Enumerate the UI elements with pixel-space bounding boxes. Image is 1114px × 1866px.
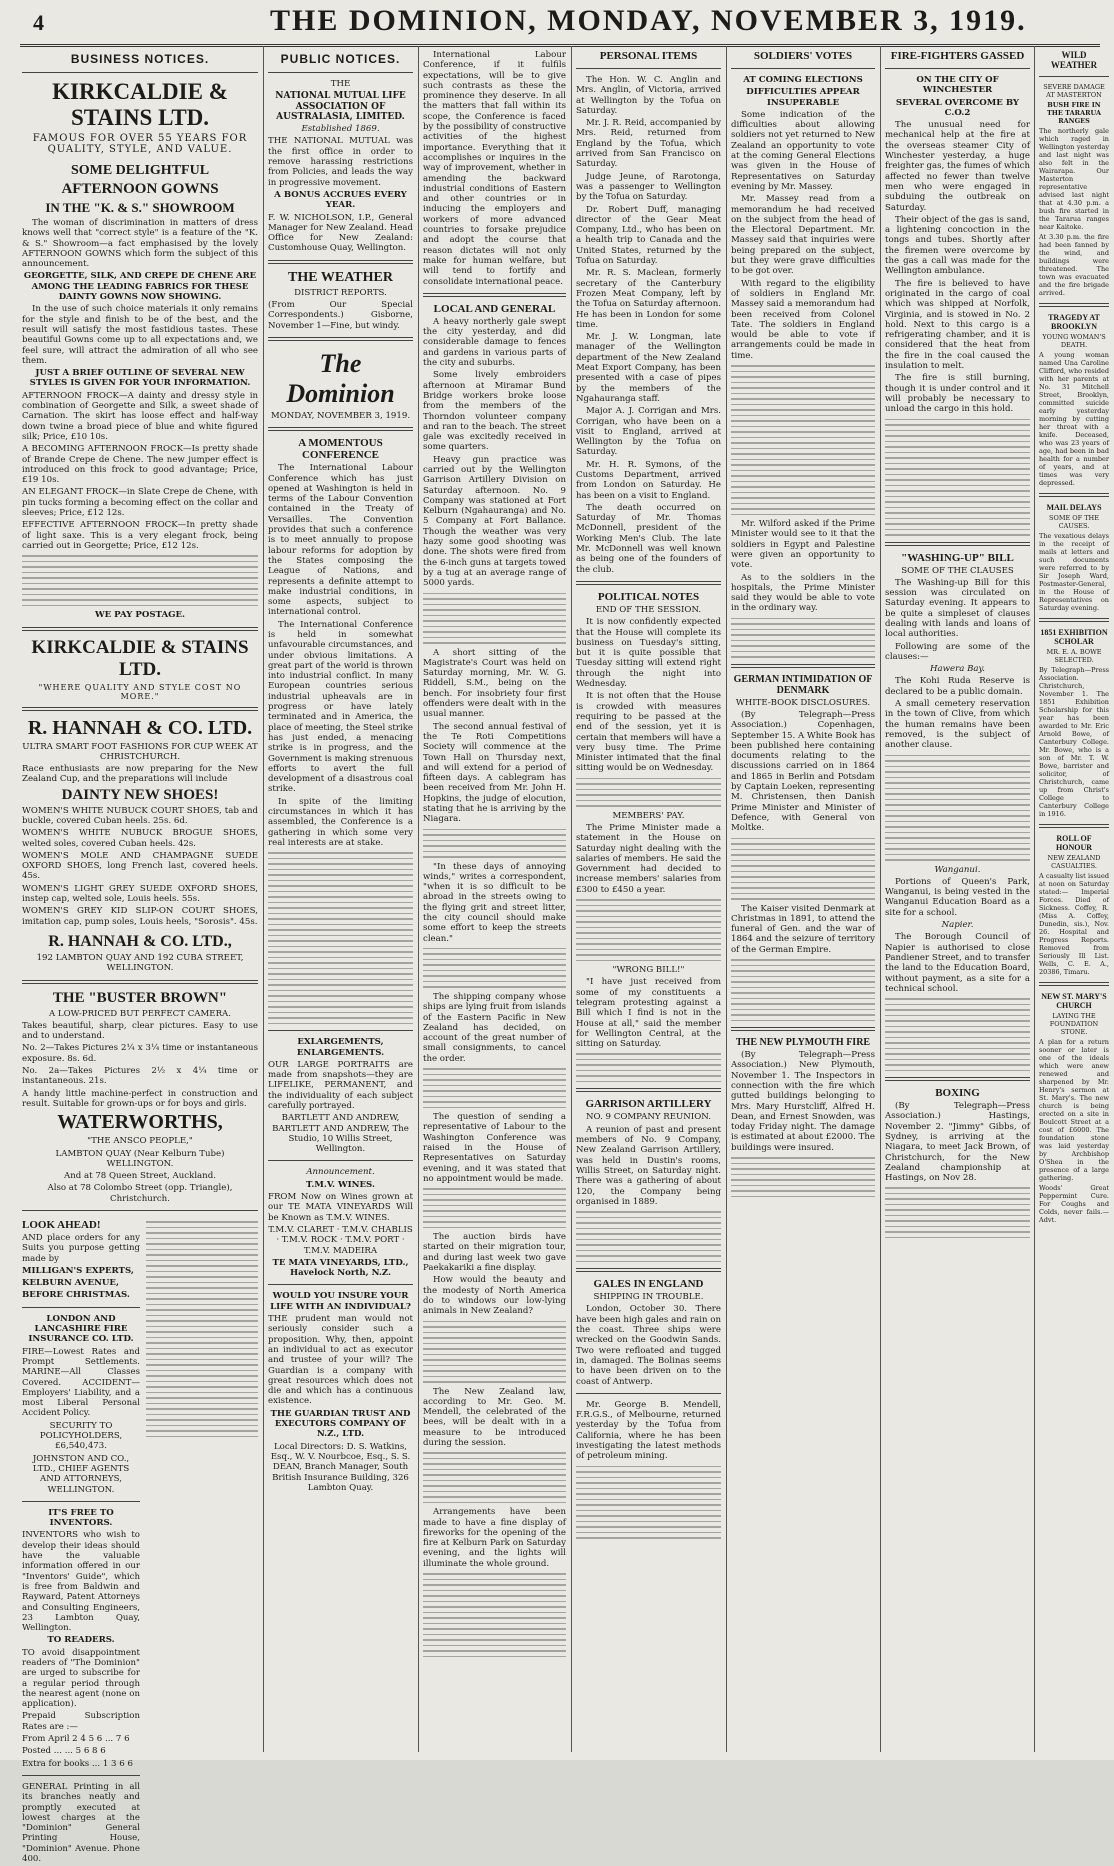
news-text: Some lively embroiders afternoon at Miramar Bund Bridge workers broke loose from the members of the Thorndon volunteer company and ran to the beach. The street gale was excitedly received in some quarters.	[423, 370, 566, 453]
ad-text: The woman of discrimination in matters of dress knows well that "correct style" is a feature of the "K. & S." Showroom—a fact emphasised by the lovely AFTERNOON GOWNS which form the subject of this announcement.	[22, 218, 258, 270]
ad-heading: DAINTY NEW SHOES!	[61, 786, 219, 803]
news-text: Heavy gun practice was carried out by the Wellington Garrison Artillery Division on Saturday afternoon. No. 9 Company was stationed at Fort Kelburn (Ngahauranga) and No. 5 Company at Fort Ballance. Though the weather was very hazy some good shooting was done. The shots were fired from the 6-inch guns at targets towed by a tug at an average range of 5000 yards.	[423, 454, 566, 589]
news-text: The auction birds have started on their migration tour, and during last week two gave Paekakariki a fine display.	[423, 1232, 566, 1274]
rate-row: From April 2 4 5 6 ... 7 6	[22, 1734, 130, 1745]
sub-heading: WHITE-BOOK DISCLOSURES.	[735, 697, 871, 708]
section-heading: MAIL DELAYS	[1046, 503, 1102, 512]
news-text: Mr. J. R. Reid, accompanied by Mrs. Reid, returned from England by the Tofua, which arrived from San Francisco on Saturday.	[576, 118, 721, 170]
ad-text: "THE ANSCO PEOPLE,"	[87, 1136, 193, 1147]
ad-heading: IT'S FREE TO INVENTORS.	[48, 1507, 114, 1529]
ad-text: JOHNSTON AND CO., LTD., CHIEF AGENTS AND ATTORNEYS, WELLINGTON.	[32, 1453, 130, 1495]
ad-text: Announcement.	[306, 1167, 375, 1178]
ad-text: In the use of such choice materials it only remains for the style and finish to be of the best, and the result will satisfy the most fastidious tastes. These beautiful Gowns come up to all expectations and, we feel sure, will attract the admiration of all who see them.	[22, 304, 258, 366]
news-text: The unusual need for mechanical help at the fire at the overseas steamer City of Winchester yesterday, a huge freighter gas, the fumes of which affected no fewer than twelve men who were engaged in subduing the outbreak on Saturday.	[885, 120, 1031, 213]
news-text: A small cemetery reservation in the town of Clive, from which the human remains have been removed, is the subject of another clause.	[885, 699, 1030, 751]
ad-text: TE MATA VINEYARDS, LTD., Havelock North, N.Z.	[272, 1257, 409, 1279]
sub-heading: END OF THE SESSION.	[595, 604, 702, 615]
ad-text: TO avoid disappointment readers of "The Dominion" are urged to subscribe for a regular period through the nearest agent (none on application).	[22, 1647, 140, 1710]
news-text: The death occurred on Saturday of Mr. Thomas McDonnell, president of the Working Men's Club. The late Mr. McDonnell was well known as being one of the founders of the club.	[576, 502, 721, 575]
news-text: A young woman named Una Caroline Clifford, who resided with her parents at No. 31 Mitchell Street, Brooklyn, committed suicide early yesterday morning by cutting her throat with a knife. Deceased, who was 23 years of age, had been in bad health for a number of years, and at times was very depressed.	[1039, 351, 1109, 487]
news-text: Dr. Robert Duff, managing director of the Gear Meat Company, Ltd., who has been on a health trip to Canada and the United States, returned by the Tofua on Saturday.	[576, 204, 721, 267]
column-wild-weather	[1039, 48, 1109, 1752]
news-text: (By Telegraph—Press Association.) Hastings, November 2. "Jimmy" Gibbs, of Sydney, is arriving at the Niagara, to meet Jack Brown, of Christchurch, for the New Zealand championship at Hastings, on Nov 28.	[885, 1101, 1030, 1184]
news-text: (By Telegraph—Press Association.) Copenhagen, September 15. A White Book has been published here containing documents relating to the discussions carried on in 1864 and 1865 in Berlin and Potsdam by Captain Loeken, representing M. Christensen, then Danish Prime Minister and Minister of Defence, with General von Moltke.	[731, 709, 875, 834]
sub-heading: Hawera Bay.	[930, 664, 985, 675]
notice-heading: NATIONAL MUTUAL LIFE ASSOCIATION OF AUSTRALASIA, LIMITED.	[275, 91, 406, 122]
ad-text: EFFECTIVE AFTERNOON FROCK—In pretty shade of light saxe. This is a very elegant frock, being carried out in Georgette; Price, £12 12s.	[22, 520, 258, 551]
sub-heading: AT COMING ELECTIONS	[743, 75, 863, 85]
news-text: It is now confidently expected that the House will complete its business on Tuesday's sitting, but it is quite possible that Tuesday sitting will extend right through the night into Wednesday.	[576, 617, 721, 690]
sub-heading: DIFFICULTIES APPEAR INSUPERABLE	[746, 87, 860, 108]
news-text: The northerly gale which raged in Wellington yesterday and last night was also felt in the Wairarapa. Our Masterton representative advised last night that at 4.30 p.m. a bush fire started in the Tararua ranges near Kaitoke.	[1039, 127, 1109, 231]
ad-subtitle: "WHERE QUALITY AND STYLE COST NO MORE."	[38, 682, 242, 701]
ad-text: GENERAL Printing in all its branches neatly and promptly executed at lowest charges at the "Dominion" General Printing House, "Dominion" Avenue. Phone 400.	[22, 1781, 140, 1865]
ad-text: OUR LARGE PORTRAITS are made from snapshots—they are LIFELIKE, PERMANENT, and the individuality of each subject carefully portrayed.	[268, 1059, 413, 1111]
news-text: A casualty list issued at noon on Saturday stated:— Imperial Forces. Died of Sickness. Coffey, R. (Miss A. Coffey, Dunedin, sis.), Nov. 26. Hospital and Progress Reports. Removed from Seriously Ill List. Wells, C. E. A., 20386, Timaru.	[1039, 872, 1109, 976]
section-heading: TRAGEDY AT BROOKLYN	[1048, 313, 1100, 331]
news-text: Judge Jeune, of Rarotonga, was a passenger to Wellington by the Tofua on Saturday.	[576, 171, 721, 203]
news-text: A heavy northerly gale swept the city yesterday, and did considerable damage to fences and gardens in various parts of the city and suburbs.	[423, 316, 566, 369]
column-fire-fighters	[885, 48, 1030, 1752]
ad-text: MILLIGAN'S EXPERTS,	[22, 1265, 134, 1276]
news-text: The Borough Council of Napier is authorised to close Pandiener Street, and to transfer the land to the Education Board, without payment, as a site for a technical school.	[885, 932, 1030, 994]
sub-heading: "WRONG BILL!"	[612, 965, 685, 976]
sub-heading: SHIPPING IN TROUBLE.	[593, 1292, 704, 1303]
ad-heading: SOME DELIGHTFUL	[70, 163, 210, 178]
sub-heading: NEW ZEALAND CASUALTIES.	[1047, 854, 1101, 870]
news-text: Woods' Great Peppermint Cure. For Coughs and Colds, never fails.—Advt.	[1039, 1184, 1109, 1224]
rate-row: Posted ... ... 5 6 8 6	[22, 1746, 106, 1757]
page-number: 4	[33, 10, 44, 35]
sub-heading: MR. E. A. BOWE SELECTED.	[1046, 648, 1102, 664]
news-text: The fire is still burning, though it is under control and it will probably be necessary to unload the cargo in this hold.	[885, 373, 1030, 415]
weather-heading: THE WEATHER	[288, 269, 393, 285]
ad-text: Race enthusiasts are now preparing for the New Zealand Cup, and the preparations will include	[22, 764, 258, 785]
news-text: "In these days of annoying winds," writes a correspondent, "when it is so difficult to be abroad in the streets owing to the flying grit and street litter, the city council should make some effort to keep the streets clean."	[423, 861, 566, 944]
column-soldiers-votes	[731, 48, 875, 1752]
ad-text: Also at 78 Colombo Street (opp. Triangle), Christchurch.	[47, 1183, 233, 1204]
page-header	[0, 0, 1114, 44]
news-text: A short sitting of the Magistrate's Court was held on Saturday morning, Mr. W. G. Riddell, S.M., being on the bench. For insobriety four first offenders were dealt with in the usual manner.	[423, 647, 566, 720]
news-text: As to the soldiers in the hospitals, the Prime Minister said they would be able to vote in the ordinary way.	[731, 572, 875, 614]
shoe-item: WOMEN'S WHITE NUBUCK COURT SHOES, tab and buckle, covered Cuban heels. 25s. 6d.	[22, 805, 258, 826]
ad-text: No. 2—Takes Pictures 2¼ x 3¼ time or instantaneous exposure. 8s. 6d.	[22, 1043, 258, 1064]
news-text: With regard to the eligibility of soldiers in England Mr. Massey said a memorandum had been received from Colonel Tate. The soldiers in England would be able to vote if arrangements could be made in time.	[731, 278, 875, 361]
ad-text: WE PAY POSTAGE.	[94, 610, 186, 621]
news-text: "I have just received from some of my constituents a telegram protesting against a Bill which I find is not in the House at all," said the member for Wellington Central, at the sitting on Saturday.	[576, 977, 721, 1050]
ad-heading: T.M.V. WINES.	[306, 1179, 375, 1190]
notice-text: Established 1869.	[301, 124, 380, 135]
ad-text: AN ELEGANT FROCK—in Slate Crepe de Chene, with pin tucks forming a becoming effect on the collar and sleeves; Price, £12 12s.	[22, 487, 258, 519]
dominion-title: The Dominion	[286, 348, 395, 408]
ad-subtitle: FAMOUS FOR OVER 55 YEARS FOR QUALITY, STYLE, AND VALUE.	[32, 133, 248, 155]
news-text: Mr. J. W. Longman, late manager of the Wellington department of the New Zealand Meat Export Company, has been presented with a case of pipes by the members of the Ngahauranga staff.	[576, 332, 721, 404]
masthead: THE DOMINION, MONDAY, NOVEMBER 3, 1919.	[270, 4, 1027, 37]
ad-text: Local Directors: D. S. Watkins, Esq., W. V. Nourbcoe, Esq., S. S. DEAN, Branch Manager, South British Insurance Building, 326 Lambton Quay.	[270, 1441, 411, 1493]
news-text: (By Telegraph—Press Association.) New Plymouth, November 1. The Inspectors in connection with the fire which gutted buildings belonging to Mrs. Mary Hurstcliff, Alfred H. Dean, and Ernest Snowden, was today Friday night. The damage is estimated at about £2000. The buildings were insured.	[731, 1050, 875, 1153]
sub-heading: SOME OF THE CLAUSES	[901, 565, 1014, 576]
ad-text: No. 2a—Takes Pictures 2½ x 4¼ time or instantaneous. 21s.	[22, 1066, 258, 1087]
notice-text: F. W. NICHOLSON, I.P., General Manager for New Zealand. Head Office for New Zealand: Customhouse Quay, Wellington.	[268, 212, 413, 254]
ad-title: KIRKCALDIE & STAINS LTD.	[52, 79, 228, 130]
shoe-item: WOMEN'S LIGHT GREY SUEDE OXFORD SHOES, instep cap, welted sole, Louis heels. 55s.	[22, 883, 258, 905]
column-personal-political	[576, 48, 721, 1752]
section-heading: NEW ST. MARY'S CHURCH	[1041, 992, 1107, 1010]
rate-row: Extra for books ... 1 3 6 6	[22, 1758, 133, 1769]
notice-text: (From Our Special Correspondents.) Gisborne, November 1—Fine, but windy.	[268, 300, 413, 331]
editorial-text: The International Conference is held in somewhat unfavourable circumstances, and under obvious limitations. A great part of the world is thrown into industrial conflict. In many European countries serious industrial upheavals are in progress or have lately terminated and in America, the place of meeting, the Steel strike has just ended, a menacing strike is in progress, and the Government is making strenuous efforts to avert the full development of a disastrous coal strike.	[268, 619, 413, 795]
ad-heading: LOOK AHEAD!	[22, 1219, 101, 1231]
ad-text: A BECOMING AFTERNOON FROCK—Is pretty shade of Brande Crepe de Chene. The new jumper effect is introduced on this frock to good advantage; Price, £19 10s.	[22, 444, 258, 486]
ad-text: A handy little machine-perfect in construction and result. Suitable for grown-ups or for boys and girls.	[22, 1088, 258, 1109]
column-business-notices	[22, 48, 258, 1865]
dateline: MONDAY, NOVEMBER 3, 1919.	[270, 410, 411, 421]
shoe-item: WOMEN'S GREY KID SLIP-ON COURT SHOES, imitation cap, pump soles, Louis heels, "Sorosis". 45s.	[22, 906, 258, 927]
news-text: The Kaiser visited Denmark at Christmas in 1891, to attend the funeral of Gen. and the war of 1864 and the seizure of territory of the German Empire.	[731, 903, 875, 955]
news-text: Mr. H. R. Symons, of the Customs Department, arrived from London on Saturday. He has been on a visit to England.	[576, 459, 721, 501]
ad-text: T.M.V. CLARET · T.M.V. CHABLIS · T.M.V. ROCK · T.M.V. PORT · T.M.V. MADEIRA	[268, 1224, 413, 1256]
ad-text: THE prudent man would not seriously consider such a proposition. Why, then, appoint an individual to act as executor and trustee of your will? The Guardian is a company with great resources which does not die and which has a continuous existence.	[268, 1314, 413, 1407]
section-heading: GALES IN ENGLAND	[593, 1278, 704, 1291]
notice-text: THE NATIONAL MUTUAL was the first office in order to remove harassing restrictions from Policies, and leads the way in progressive movement.	[268, 136, 413, 188]
sub-heading: Wanganui.	[934, 864, 981, 875]
notice-text: A BONUS ACCRUES EVERY YEAR.	[274, 189, 407, 211]
sub-heading: YOUNG WOMAN'S DEATH.	[1042, 333, 1106, 349]
ad-text: 192 LAMBTON QUAY AND 192 CUBA STREET, WELLINGTON.	[36, 952, 244, 974]
section-heading: ROLL OF HONOUR	[1056, 834, 1092, 852]
ad-title: R. HANNAH & CO. LTD.,	[48, 932, 232, 950]
ad-text: A LOW-PRICED BUT PERFECT CAMERA.	[48, 1008, 231, 1019]
section-heading: GARRISON ARTILLERY	[585, 1098, 712, 1111]
shoe-item: WOMEN'S MOLE AND CHAMPAGNE SUEDE OXFORD SHOES, long French last, covered heels. 45s.	[22, 850, 258, 882]
ad-text: GEORGETTE, SILK, AND CREPE DE CHENE ARE AMONG THE LEADING FABRICS FOR THESE DAINTY GOWNS NOW SHOWING.	[23, 271, 257, 303]
ad-heading: TO READERS.	[47, 1635, 115, 1646]
sub-heading: NO. 9 COMPANY REUNION.	[586, 1112, 711, 1123]
news-text: The shipping company whose ships are lying fruit from islands of the Eastern Pacific in New Zealand has decided, on account of the great number of small consignments, to cancel the order.	[423, 991, 566, 1064]
notice-text: DISTRICT REPORTS.	[294, 287, 387, 298]
ad-text: And at 78 Queen Street, Auckland.	[64, 1171, 216, 1182]
editorial-text: The International Labour Conference which has just opened at Washington is held in terms of the Labour Convention contained in the Treaty of Versailles. The Convention provides that such a conference is to meet annually to propose labour reforms for adoption by the States composing the League of Nations, and represents a definite attempt to make industrial conditions, in some aspects, subject to international control.	[268, 463, 413, 618]
section-heading: FIRE-FIGHTERS GASSED	[890, 50, 1025, 62]
shoe-item: WOMEN'S WHITE NUBUCK BROGUE SHOES, welted soles, covered Cuban heels. 42s.	[22, 828, 258, 849]
ad-heading: IN THE "K. & S." SHOWROOM	[45, 200, 235, 215]
ad-text: Prepaid Subscription Rates are :—	[22, 1711, 140, 1732]
ad-title: THE "BUSTER BROWN"	[52, 989, 228, 1006]
news-text: Some indication of the difficulties about allowing soldiers not yet returned to New Zealand an opportunity to vote at the coming General Elections was given in the House of Representatives on Saturday evening by Mr. Massey.	[731, 109, 875, 192]
column-public-notices	[268, 48, 413, 1752]
news-text: Their object of the gas is sand, a lightening concoction in the tongs and tubes. Shortly after the firemen were overcome by the gas a call was made for the Wellington ambulance.	[885, 214, 1030, 277]
news-text: Mr. George B. Mendell, F.R.G.S., of Melbourne, returned yesterday by the Tofua from California, where he has been investigating the latest methods of petroleum mining.	[576, 1399, 721, 1462]
sub-heading: LAYING THE FOUNDATION STONE.	[1049, 1012, 1099, 1036]
section-heading: 1851 EXHIBITION SCHOLAR	[1040, 628, 1108, 646]
news-text: Major A. J. Corrigan and Mrs. Corrigan, who have been on a visit to England, arrived at Wellington by the Tofua on Saturday.	[576, 406, 721, 458]
news-text: By Telegraph—Press Association. Christchurch, November 1. The 1851 Exhibition Scholarship for this year has been awarded to Mr. Eric Arnold Bowe, of Canterbury College. Mr. Bowe, who is a son of Mr. T. W. Bowe, barrister and solicitor, of Christchurch, came up from Christ's College to Canterbury College in 1916.	[1039, 666, 1109, 818]
editorial-text: International Labour Conference, if it fulfils expectations, will be to give such contrasts as these the prominence they deserve. In all the matters that fall within its scope, the Conference is faced by the possibility of constructive activities of the highest importance. Everything that it accomplishes or inquires in the way of improvement, whether in amending the backward industrial conditions of Eastern and other countries or in inducing the employers and workers of more advanced countries to forsake prejudice and adopt the course that reason dictates will not only make for human welfare, but will tend to fortify and consolidate international peace.	[423, 50, 566, 287]
ad-heading: AFTERNOON GOWNS	[61, 181, 219, 197]
section-heading: GERMAN INTIMIDATION OF DENMARK	[733, 673, 873, 696]
news-text: The vexatious delays in the receipt of mails at letters and such documents were referred to by Sir Joseph Ward, Postmaster-General, in the House of Representatives on Saturday evening.	[1039, 532, 1109, 612]
sub-heading: Napier.	[941, 920, 974, 931]
news-text: Mr. R. S. Maclean, formerly secretary of the Canterbury Frozen Meat Company, left by the Tofua on Saturday afternoon. He has been in London for some time.	[576, 268, 721, 330]
news-text: At 3.30 p.m. the fire had been fanned by the wind, and buildings were threatened. The town was evacuated and the fire brigade arrived.	[1039, 233, 1109, 297]
sub-heading: MEMBERS' PAY.	[612, 810, 685, 821]
sub-heading: SEVERAL OVERCOME BY C.O.2	[895, 97, 1020, 118]
sub-heading: ON THE CITY OF WINCHESTER	[916, 75, 999, 96]
section-heading: POLITICAL NOTES	[597, 590, 700, 603]
section-heading: PUBLIC NOTICES.	[280, 52, 401, 66]
news-text: The Hon. W. C. Anglin and Mrs. Anglin, of Victoria, arrived at Wellington by the Tofua on Saturday.	[576, 75, 721, 116]
editorial-heading: A MOMENTOUS CONFERENCE	[298, 437, 383, 462]
news-text: Portions of Queen's Park, Wanganui, is being vested in the Wanganui Education Board as a site for a school.	[885, 876, 1030, 918]
ad-text: AND place orders for any Suits you purpose getting made by	[22, 1233, 140, 1264]
section-heading: PERSONAL ITEMS	[599, 50, 698, 62]
news-text: The Prime Minister made a statement in the House on Saturday night dealing with the salaries of members. He said the Government had decided to increase members' salaries from £300 to £450 a year.	[576, 823, 721, 895]
ad-text: Takes beautiful, sharp, clear pictures. Easy to use and to understand.	[22, 1020, 258, 1042]
section-heading: BUSINESS NOTICES.	[70, 52, 210, 66]
news-text: A reunion of past and present members of No. 9 Company, New Zealand Garrison Artillery, was held in Dustin's rooms, Willis Street, on Saturday night. There was a gathering of about 120, the Company being organised in 1889.	[576, 1124, 721, 1207]
ad-title: WATERWORTHS,	[57, 1111, 223, 1134]
news-text: It is not often that the House is crowded with measures requiring to be passed at the end of the session, yet it is certain that members will have a very busy time. The Prime Minister intimated that the final sitting would be on Wednesday.	[576, 691, 721, 774]
ad-text: FROM Now on Wines grown at our TE MATA VINEYARDS Will be Known as T.M.V. WINES.	[268, 1192, 413, 1223]
ad-heading: LONDON AND LANCASHIRE FIRE INSURANCE CO. LTD.	[28, 1313, 134, 1345]
news-text: The fire is believed to have originated in the cargo of coal which was shipped at Norfolk, Virginia, and is stowed in No. 2 hold. Next to this cargo is a refrigerating chamber, and it is considered that the heat from the fire in the coal caused the insulation to melt.	[885, 278, 1030, 372]
section-heading: SOLDIERS' VOTES	[753, 50, 853, 62]
ad-heading: THE GUARDIAN TRUST AND EXECUTORS COMPANY OF N.Z., LTD.	[270, 1408, 411, 1440]
ad-text: INVENTORS who wish to develop their ideas should have the valuable information offered in our "Inventors' Guide", which is free from Baldwin and Rayward, Patent Attorneys and Consulting Engineers, 23 Lambton Quay, Wellington.	[22, 1530, 140, 1634]
news-text: How would the beauty and the modesty of North America do to windows our low-lying animals in New Zealand?	[423, 1275, 566, 1317]
ad-text: ULTRA SMART FOOT FASHIONS FOR CUP WEEK AT CHRISTCHURCH.	[22, 741, 258, 762]
section-heading: WILD WEATHER	[1050, 50, 1098, 70]
ad-text: KELBURN AVENUE,	[22, 1278, 119, 1289]
news-text: The question of sending a representative of Labour to the Washington Conference was raised in the House of Representatives on Saturday evening, and it was stated that no appointment would be made.	[423, 1112, 566, 1184]
ad-title: R. HANNAH & CO. LTD.	[27, 716, 253, 739]
column-editorial-continued	[423, 48, 566, 1752]
ad-text: BARTLETT AND ANDREW, BARTLETT AND ANDREW, The Studio, 10 Willis Street, Wellington.	[272, 1113, 409, 1155]
section-heading: LOCAL AND GENERAL	[433, 302, 556, 315]
notice-text: THE	[330, 79, 351, 89]
ad-text: AFTERNOON FROCK—A dainty and dressy style in combination of Georgette and Silk, a sweet shade of Carnation. The skirt has loose effect and half-way down twine a broad piece of blue and white figured silk; Price, £10 10s.	[22, 390, 258, 442]
news-text: Mr. Massey read from a memorandum he had received on the subject from the head of the Electoral Department. Mr. Massey said that inquiries were being prepared on the subject, but they were grave difficulties to be got over.	[731, 194, 875, 277]
ad-text: JUST A BRIEF OUTLINE OF SEVERAL NEW STYLES IS GIVEN FOR YOUR INFORMATION.	[29, 368, 251, 389]
ad-heading: EXLARGEMENTS, ENLARGEMENTS.	[296, 1037, 385, 1058]
ad-text: FIRE—Lowest Rates and Prompt Settlements. MARINE—All Classes Covered. ACCIDENT—Employers' Liability, and a most Liberal Personal Accident Policy.	[22, 1346, 140, 1419]
ad-text: BEFORE CHRISTMAS.	[22, 1290, 130, 1301]
ad-title: KIRKCALDIE & STAINS LTD.	[31, 636, 249, 680]
news-text: The New Zealand law, according to Mr. Geo. M. Mendell, the celebrated of the bees, will be dealt with in a measure to be introduced during the session.	[423, 1386, 566, 1448]
news-text: Mr. Wilford asked if the Prime Minister would see to it that the soldiers in Egypt and Palestine were given an opportunity to vote.	[731, 519, 875, 571]
sub-heading: SOME OF THE CAUSES.	[1049, 514, 1099, 530]
news-text: The Kohi Ruda Reserve is declared to be a public domain.	[885, 676, 1030, 697]
editorial-text: In spite of the limiting circumstances in which it has assembled, the Conference is a gathering in which some very real interests are at stake.	[268, 796, 413, 848]
ad-text: LAMBTON QUAY (Near Kelburn Tube) WELLINGTON.	[55, 1148, 225, 1169]
news-text: A plan for a return sooner or later is one of the ideals which were anew renewed and sharpened by Mr. Henry's sermon at St. Mary's. The new church is being erected on a site in Boulcott Street at a cost of £6000. The foundation stone was laid yesterday by Archbishop O'Shea in the presence of a large gathering.	[1039, 1038, 1109, 1182]
section-heading: "WASHING-UP" BILL	[901, 551, 1014, 564]
news-text: Following are some of the clauses:—	[885, 641, 1030, 662]
news-text: The second annual festival of the Te Roti Competitions Society will commence at the Town Hall on Thursday next, and will extend for a period of fifteen days. A cablegram has been received from Mr. John H. Hopkins, the judge of elocution, stating that he is arriving by the Niagara.	[423, 721, 566, 825]
section-heading: BOXING	[935, 1087, 980, 1100]
sub-heading: BUSH FIRE IN THE TARARUA RANGES	[1046, 101, 1102, 125]
ad-heading: WOULD YOU INSURE YOUR LIFE WITH AN INDIVIDUAL?	[270, 1291, 411, 1312]
news-text: Arrangements have been made to have a fine display of fireworks for the opening of the fire at Kelburn Park on Saturday evening, and the lights will illuminate the whole ground.	[423, 1507, 566, 1569]
news-text: The Washing-up Bill for this session was circulated on Saturday evening. It appears to be quite a simpleset of clauses dealing with lands and loans of local authorities.	[885, 577, 1030, 640]
news-text: London, October 30. There have been high gales and rain on the coast. Three ships were wrecked on the Goodwin Sands. Two were refloated and tugged in, damaged. The Bolinas seems to have been driven on to the coast of Antwerp.	[576, 1304, 721, 1387]
sub-heading: SEVERE DAMAGE AT MASTERTON	[1043, 83, 1105, 99]
ad-text: SECURITY TO POLICYHOLDERS, £6,540,473.	[39, 1420, 123, 1452]
section-heading: THE NEW PLYMOUTH FIRE	[735, 1037, 871, 1049]
